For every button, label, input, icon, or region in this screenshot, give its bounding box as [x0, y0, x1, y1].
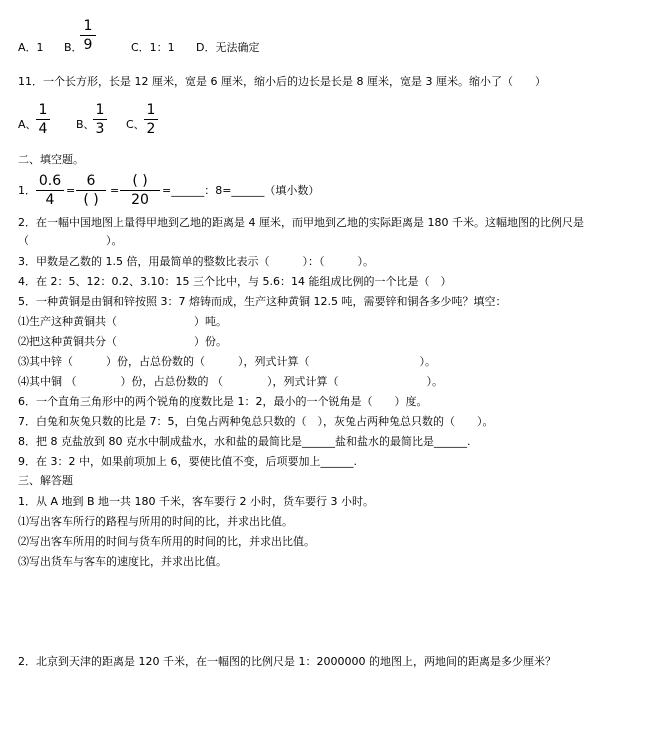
fraction-bar [36, 190, 64, 191]
s2-q1-prefix: 1． [18, 184, 36, 197]
s2-q1-rest: =______：8=______（填小数） [162, 184, 320, 197]
fraction-denominator: 9 [83, 37, 93, 53]
fraction-denominator: 3 [95, 121, 105, 137]
s2-q9: 9．在 3：2 中，如果前项加上 6，要使比值不变，后项要加上______. [18, 455, 357, 468]
q11-text: 11．一个长方形，长是 12 厘米，宽是 6 厘米，缩小后的边长是长是 8 厘米，宽是 3 厘米。缩小了（ ） [18, 75, 546, 88]
fraction-numerator: 1 [38, 102, 48, 118]
s2-q8: 8．把 8 克盐放到 80 克水中制成盐水，水和盐的最简比是______盐和盐水的最简比是______. [18, 435, 471, 448]
s2-q7: 7．白兔和灰兔只数的比是 7：5，白兔占两种兔总只数的（ ），灰兔占两种兔总只数的（ ）。 [18, 415, 494, 428]
s2-q1-fraction-2 [76, 173, 106, 208]
q11-option-a-prefix: A、 [18, 118, 37, 131]
s3-q1-part2: ⑵写出客车所用的时间与货车所用的时间的比，并求出比值。 [18, 535, 315, 548]
fraction-bar [80, 35, 96, 36]
s2-q6: 6．一个直角三角形中的两个锐角的度数比是 1：2，最小的一个锐角是（ ）度。 [18, 395, 428, 408]
fraction-denominator: 4 [38, 121, 48, 137]
fraction-numerator: 0.6 [38, 173, 62, 189]
fraction-numerator: ( ) [132, 173, 148, 189]
fraction-numerator: 1 [146, 102, 156, 118]
fraction-bar [93, 119, 107, 120]
fraction-denominator: 20 [131, 192, 149, 208]
fraction-bar [120, 190, 160, 191]
fraction-denominator: 4 [45, 192, 55, 208]
equals-sign: = [110, 184, 120, 197]
s3-q1: 1．从 A 地到 B 地一共 180 千米，客车要行 2 小时，货车要行 3 小时。 [18, 495, 375, 508]
fraction-denominator: ( ) [83, 192, 99, 208]
fraction-bar [144, 119, 158, 120]
section2-heading: 二、填空题。 [18, 153, 84, 166]
fraction-numerator: 1 [83, 18, 93, 34]
s2-q5-part1: ⑴生产这种黄铜共（ ）吨。 [18, 315, 227, 328]
s2-q2-line2: （ ）。 [18, 234, 123, 247]
q11-option-c-prefix: C、 [126, 118, 145, 131]
q10-option-c: C．1：1 [131, 41, 175, 54]
s2-q5-part4: ⑷其中铜 （ ）份，占总份数的 （ ），列式计算（ ）。 [18, 375, 443, 388]
fraction-bar [36, 119, 50, 120]
s2-q4: 4．在 2：5、12：0.2、3.10：15 三个比中，与 5.6：14 能组成比例的一个比是（ ） [18, 275, 452, 288]
q11-option-c-fraction [144, 102, 158, 137]
s2-q2-line1: 2．在一幅中国地图上量得甲地到乙地的距离是 4 厘米，而甲地到乙地的实际距离是 180 千米。这幅地图的比例尺是 [18, 216, 584, 229]
s2-q3: 3．甲数是乙数的 1.5 倍，用最简单的整数比表示（ ）：（ ）。 [18, 255, 374, 268]
q11-option-a-fraction [36, 102, 50, 137]
fraction-numerator: 6 [86, 173, 96, 189]
section3-heading: 三、解答题 [18, 474, 73, 487]
s2-q1-fraction-3 [120, 173, 160, 208]
fraction-numerator: 1 [95, 102, 105, 118]
q10-option-a: A．1 [18, 41, 44, 54]
s3-q1-part3: ⑶写出货车与客车的速度比，并求出比值。 [18, 555, 227, 568]
q10-option-d: D．无法确定 [196, 41, 260, 54]
q11-option-b-fraction [93, 102, 107, 137]
fraction-denominator: 2 [146, 121, 156, 137]
s3-q1-part1: ⑴写出客车所行的路程与所用的时间的比，并求出比值。 [18, 515, 293, 528]
s2-q5: 5．一种黄铜是由铜和锌按照 3：7 熔铸而成，生产这种黄铜 12.5 吨，需要锌和铜各多少吨？填空： [18, 295, 507, 308]
s2-q5-part3: ⑶其中锌（ ）份，占总份数的（ ），列式计算（ ）。 [18, 355, 436, 368]
s2-q5-part2: ⑵把这种黄铜共分（ ）份。 [18, 335, 227, 348]
s3-q2: 2．北京到天津的距离是 120 千米，在一幅图的比例尺是 1：2000000 的地图上，两地间的距离是多少厘米？ [18, 655, 556, 668]
q10-option-b-prefix: B． [64, 41, 83, 54]
q11-option-b-prefix: B、 [76, 118, 95, 131]
fraction-bar [76, 190, 106, 191]
equals-sign: = [66, 184, 76, 197]
q10-option-b-fraction [80, 18, 96, 53]
s2-q1-fraction-1 [36, 173, 64, 208]
